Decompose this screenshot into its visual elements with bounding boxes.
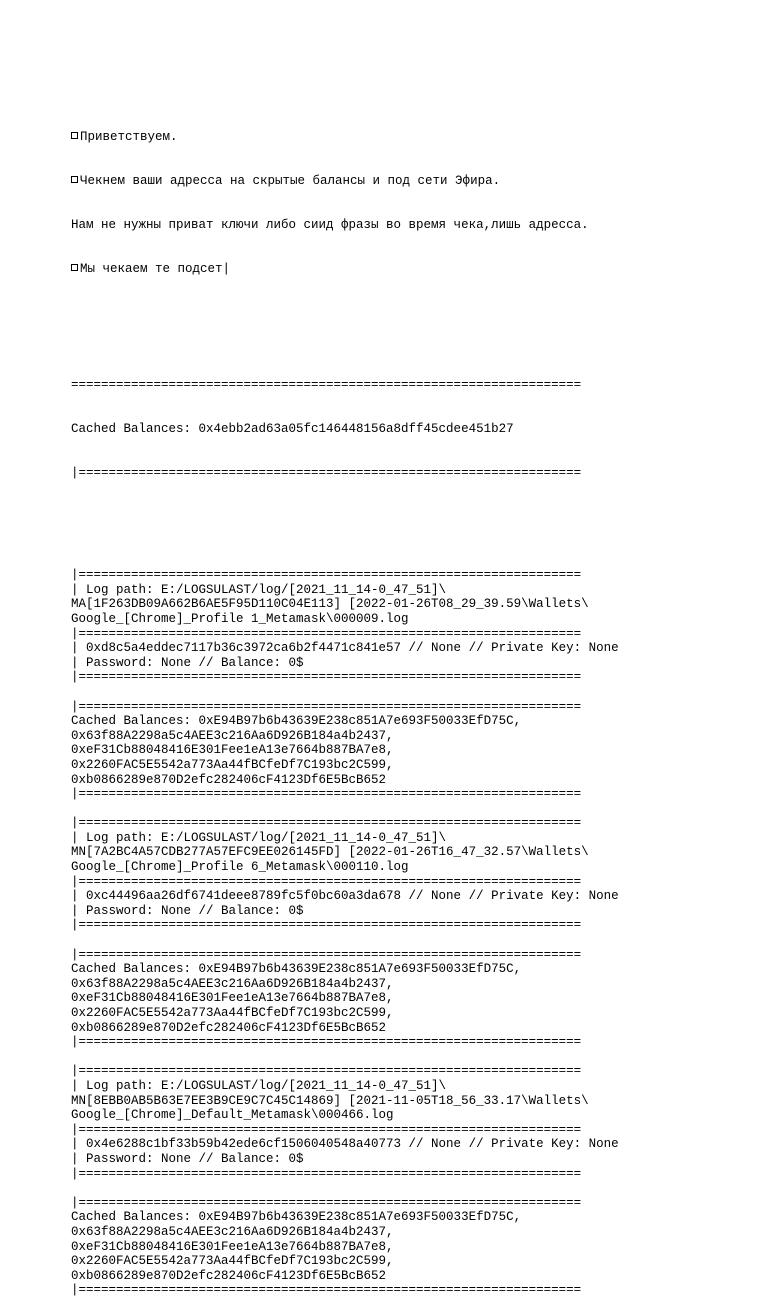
cached-balance-line: 0x2260FAC5E5542a773Aa44fBCfeDf7C193bc2C599, <box>71 1006 394 1020</box>
log-path-line: | Log path: E:/LOGSULAST/log/[2021_11_14-0_47_51]\ <box>71 830 447 845</box>
cached-balance-line: Cached Balances: 0xE94B97b6b43639E238c851A7e693F50033EfD75C, <box>71 962 522 977</box>
intro-line-3: Мы чекаем те подсет| <box>71 262 731 277</box>
separator: |=================================================================== <box>71 699 582 714</box>
checkbox-bullet-icon <box>71 176 78 183</box>
cached-balance-line: 0x63f88A2298a5c4AEE3c216Aa6D926B184a4b2437, <box>71 976 394 991</box>
separator: |=================================================================== <box>71 816 582 831</box>
intro-line-2: Нам не нужны приват ключи либо сиид фразы во время чека,лишь адресса. <box>71 217 589 232</box>
separator: |=================================================================== <box>71 787 582 802</box>
separator: |=================================================================== <box>71 626 582 641</box>
log-entry <box>71 1050 731 1298</box>
blank-line <box>71 685 731 700</box>
separator: ==================================================================== <box>71 378 582 393</box>
log-path-line: Google_[Chrome]_Profile 1_Metamask\000009.log <box>71 611 409 626</box>
log-entry <box>71 554 731 802</box>
log-document <box>71 72 731 1312</box>
cached-balance-line: 0xb0866289e870D2efc282406cF4123Df6E5BcB652 <box>71 772 387 787</box>
separator: |=================================================================== <box>71 466 582 481</box>
log-path-line: Google_[Chrome]_Profile 6_Metamask\000110.log <box>71 860 409 875</box>
intro-line-1: Чекнем ваши адресса на скрытые балансы и под сети Эфира. <box>71 174 731 189</box>
address-key-line: | 0xc44496aa26df6741deee8789fc5f0bc60a3da678 // None // Private Key: None <box>71 889 619 904</box>
checkbox-bullet-icon <box>71 132 78 139</box>
header-block <box>71 349 731 510</box>
password-balance-line: | Password: None // Balance: 0$ <box>71 655 304 670</box>
cached-balance-line: 0xeF31Cb88048416E301Fee1eA13e7664b887BA7e8, <box>71 991 394 1006</box>
cached-balance-line: 0x2260FAC5E5542a773Aa44fBCfeDf7C193bc2C599, <box>71 757 394 772</box>
cached-balance-line: Cached Balances: 0xE94B97b6b43639E238c851A7e693F50033EfD75C, <box>71 714 522 729</box>
separator: |=================================================================== <box>71 568 582 583</box>
address-key-line: | 0x4e6288c1bf33b59b42ede6cf1506040548a40773 // None // Private Key: None <box>71 1137 619 1152</box>
cached-balance-line: 0xeF31Cb88048416E301Fee1eA13e7664b887BA7e8, <box>71 1239 394 1254</box>
cached-balance-line: 0x63f88A2298a5c4AEE3c216Aa6D926B184a4b2437, <box>71 1224 394 1239</box>
blank-line <box>71 1050 731 1065</box>
separator: |=================================================================== <box>71 1035 582 1050</box>
separator: |=================================================================== <box>71 1166 582 1181</box>
separator: |=================================================================== <box>71 1195 582 1210</box>
blank-line <box>71 554 731 569</box>
cached-balance-line: 0x63f88A2298a5c4AEE3c216Aa6D926B184a4b2437, <box>71 728 394 743</box>
separator: |=================================================================== <box>71 1283 582 1298</box>
log-path-line: | Log path: E:/LOGSULAST/log/[2021_11_14-0_47_51]\ <box>71 1078 447 1093</box>
password-balance-line: | Password: None // Balance: 0$ <box>71 1151 304 1166</box>
intro-block <box>71 101 731 305</box>
log-path-line: MN[7A2BC4A57CDB277A57EFC9EE026145FD] [2022-01-26T16_47_32.57\Wallets\ <box>71 845 589 860</box>
blank-line <box>71 933 731 948</box>
separator: |=================================================================== <box>71 918 582 933</box>
cached-balances-line: Cached Balances: 0x4ebb2ad63a05fc146448156a8dff45cdee451b27 <box>71 422 514 437</box>
entries-list <box>71 554 731 1298</box>
separator: |=================================================================== <box>71 874 582 889</box>
cached-balance-line: 0xb0866289e870D2efc282406cF4123Df6E5BcB652 <box>71 1020 387 1035</box>
separator: |=================================================================== <box>71 947 582 962</box>
checkbox-bullet-icon <box>71 264 78 271</box>
log-path-line: Google_[Chrome]_Default_Metamask\000466.log <box>71 1108 394 1123</box>
address-key-line: | 0xd8c5a4eddec7117b36c3972ca6b2f4471c841e57 // None // Private Key: None <box>71 641 619 656</box>
cached-balance-line: Cached Balances: 0xE94B97b6b43639E238c851A7e693F50033EfD75C, <box>71 1210 522 1225</box>
log-path-line: MA[1F263DB09A662B6AE5F95D110C04E113] [2022-01-26T08_29_39.59\Wallets\ <box>71 597 589 612</box>
cached-balance-line: 0xeF31Cb88048416E301Fee1eA13e7664b887BA7e8, <box>71 743 394 758</box>
blank-line <box>71 802 731 817</box>
cached-balance-line: 0xb0866289e870D2efc282406cF4123Df6E5BcB652 <box>71 1268 387 1283</box>
separator: |=================================================================== <box>71 1064 582 1079</box>
blank-line <box>71 1181 731 1196</box>
log-entry <box>71 802 731 1050</box>
log-path-line: MN[8EBB0AB5B63E7EE3B9CE9C7C45C14869] [2021-11-05T18_56_33.17\Wallets\ <box>71 1093 589 1108</box>
separator: |=================================================================== <box>71 1122 582 1137</box>
log-path-line: | Log path: E:/LOGSULAST/log/[2021_11_14-0_47_51]\ <box>71 582 447 597</box>
intro-line-0: Приветствуем. <box>71 130 731 145</box>
cached-balance-line: 0x2260FAC5E5542a773Aa44fBCfeDf7C193bc2C599, <box>71 1254 394 1269</box>
separator: |=================================================================== <box>71 670 582 685</box>
password-balance-line: | Password: None // Balance: 0$ <box>71 903 304 918</box>
